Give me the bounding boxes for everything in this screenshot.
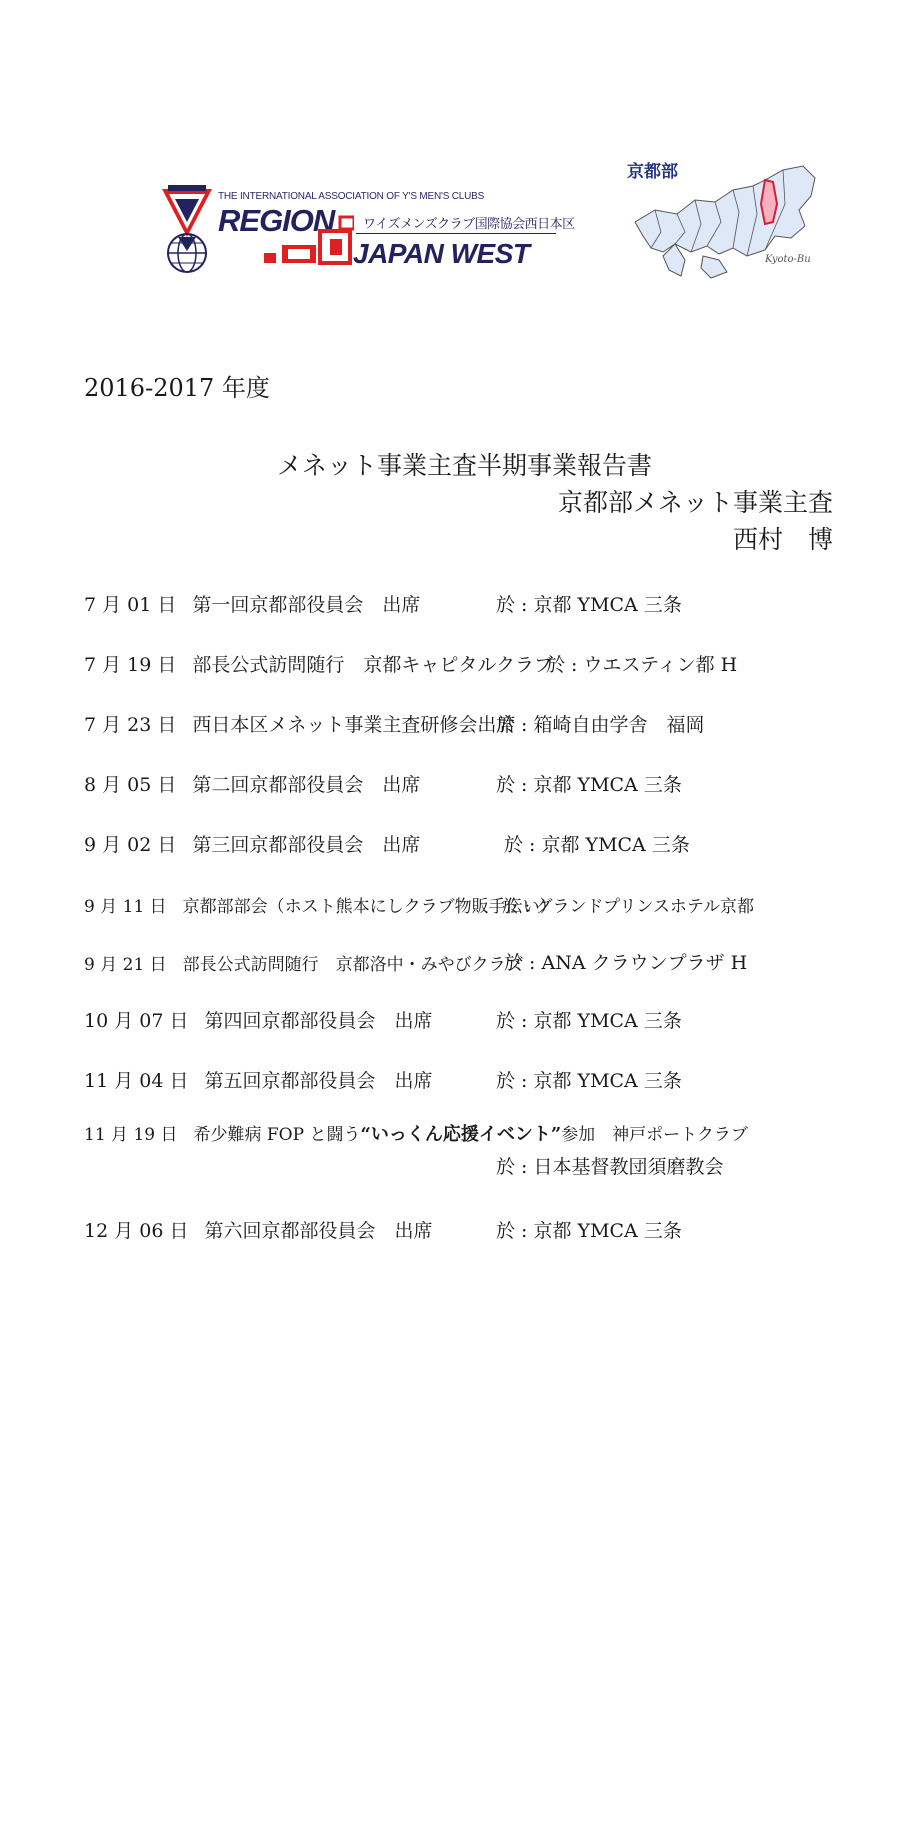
- entry-place: 於 : 京都 YMCA 三条: [496, 774, 682, 796]
- entry-description: 第四回京都部役員会 出席: [204, 1010, 433, 1032]
- entry-description: 第二回京都部役員会 出席: [192, 774, 421, 796]
- entry-description: 部長公式訪問随行 京都洛中・みやびクラブ: [182, 955, 523, 975]
- entry-place: 於 : ウエスティン都 H: [546, 654, 738, 676]
- list-item: [84, 950, 748, 975]
- logo-rule: [356, 233, 556, 234]
- entry-place: 於 : 日本基督教団須磨教会: [496, 1156, 724, 1178]
- entry-description: 部長公式訪問随行 京都キャピタルクラブ: [192, 654, 554, 676]
- document-title: メネット事業主査半期事業報告書: [276, 451, 652, 480]
- list-item: [84, 1120, 748, 1178]
- entry-place: 於 : 京都 YMCA 三条: [496, 1070, 682, 1092]
- association-japanese-name: ワイズメンズクラブ国際協会西日本区: [363, 217, 575, 232]
- entry-description: 西日本区メネット事業主査研修会出席: [192, 714, 516, 736]
- entry-date: 9 月 21 日: [84, 955, 167, 975]
- entry-description: 京都部部会（ホスト熊本にしクラブ物販手伝い）: [182, 897, 557, 917]
- entry-place: 於 : グランドプリンスホテル京都: [502, 897, 754, 917]
- list-item: [84, 892, 754, 917]
- list-item: [84, 590, 682, 617]
- entry-date: 12 月 06 日: [84, 1220, 189, 1242]
- list-item: [84, 1066, 682, 1093]
- region-word: REGION: [218, 203, 335, 238]
- entry-date: 7 月 23 日: [84, 714, 177, 736]
- author-name: 西村 博: [732, 525, 833, 554]
- list-item: [84, 710, 705, 737]
- entry-place: 於 : 京都 YMCA 三条: [504, 834, 690, 856]
- entry-date: 7 月 19 日: [84, 654, 177, 676]
- entry-place: 於 : 箱崎自由学舎 福岡: [496, 714, 705, 736]
- entry-date: 11 月 04 日: [84, 1070, 189, 1092]
- entry-date: 9 月 02 日: [84, 834, 177, 856]
- entry-description: 第六回京都部役員会 出席: [204, 1220, 433, 1242]
- entry-date: 7 月 01 日: [84, 594, 177, 616]
- entry-date: 11 月 19 日: [84, 1125, 178, 1145]
- entry-place: 於 : 京都 YMCA 三条: [496, 594, 682, 616]
- list-item: [84, 770, 682, 797]
- ys-mens-emblem-icon: [160, 185, 214, 277]
- entry-club: 参加 神戸ポートクラブ: [561, 1125, 748, 1145]
- event-name: “いっくん応援イベント”: [360, 1124, 562, 1145]
- kyoto-bu-map-logo: [615, 152, 825, 282]
- list-item: [84, 1006, 682, 1033]
- author-role: 京都部メネット事業主査: [557, 488, 833, 517]
- entry-description: 第三回京都部役員会 出席: [192, 834, 421, 856]
- map-signature: Kyoto-Bu: [765, 254, 811, 265]
- entry-description: 第一回京都部役員会 出席: [192, 594, 421, 616]
- entry-place: 於 : ANA クラウンプラザ H: [504, 952, 748, 974]
- list-item: [84, 1216, 682, 1243]
- list-item: [84, 830, 690, 857]
- entry-date: 10 月 07 日: [84, 1010, 189, 1032]
- japan-west-word: JAPAN WEST: [353, 238, 530, 269]
- entry-description: 第五回京都部役員会 出席: [204, 1070, 433, 1092]
- entry-date: 9 月 11 日: [84, 897, 167, 917]
- fiscal-year: 2016-2017 年度: [84, 374, 270, 402]
- entry-description: 希少難病 FOP と闘う: [193, 1125, 361, 1145]
- list-item: [84, 650, 738, 677]
- map-label: 京都部: [627, 162, 678, 182]
- entry-place: 於 : 京都 YMCA 三条: [496, 1010, 682, 1032]
- region-jw-mark-icon: [264, 211, 354, 271]
- entry-place: 於 : 京都 YMCA 三条: [496, 1220, 682, 1242]
- entry-date: 8 月 05 日: [84, 774, 177, 796]
- association-english-name: THE INTERNATIONAL ASSOCIATION OF Y'S MEN'S CLUBS: [218, 191, 485, 202]
- ys-mens-region-logo: [160, 183, 575, 278]
